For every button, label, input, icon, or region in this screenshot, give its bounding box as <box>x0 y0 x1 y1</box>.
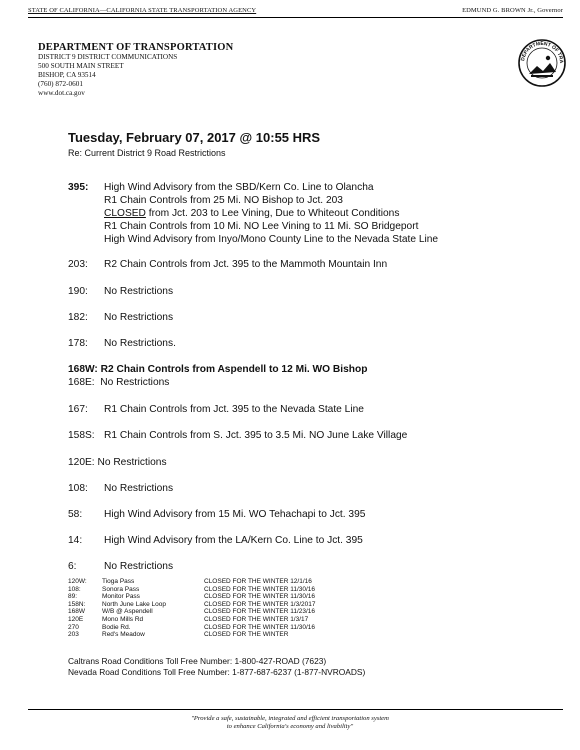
table-row <box>68 631 508 639</box>
website-url: www.dot.ca.gov <box>38 89 85 97</box>
footer-divider <box>28 709 563 710</box>
closure-route: 203 <box>68 631 79 639</box>
state-header-bar <box>28 6 563 18</box>
toll-free-numbers <box>68 656 365 678</box>
route-395-line-3-text: from Jct. 203 to Lee Vining, Due to Whiteout Conditions <box>145 208 400 219</box>
closure-status: CLOSED FOR THE WINTER 1/3/17 <box>204 615 309 623</box>
route-text: No Restrictions <box>104 286 174 297</box>
phone-number: (760) 872-0601 <box>38 80 83 88</box>
route-395-line-1: High Wind Advisory from the SBD/Kern Co. Line to Olancha <box>104 182 374 193</box>
winter-closures-table <box>68 578 508 639</box>
route-text: No Restrictions. <box>104 338 176 349</box>
table-row <box>68 624 508 632</box>
route-number: 167: <box>68 404 88 415</box>
table-row <box>68 608 508 616</box>
closure-status: CLOSED FOR THE WINTER 12/1/16 <box>204 578 312 585</box>
route-number: 168W: <box>68 364 98 375</box>
route-text: No Restrictions <box>97 457 167 468</box>
route-120e <box>68 456 167 469</box>
closure-route: 89: <box>68 593 78 601</box>
closure-name: Bodie Rd. <box>102 623 131 631</box>
route-395-line-4: R1 Chain Controls from 10 Mi. NO Lee Vining to 11 Mi. SO Bridgeport <box>104 221 419 232</box>
route-number: 58: <box>68 509 83 520</box>
route-number: 14: <box>68 535 83 546</box>
route-number: 158S: <box>68 430 95 441</box>
route-number: 168E: <box>68 377 95 388</box>
caltrans-toll-free: Caltrans Road Conditions Toll Free Number: 1-800-427-ROAD (7623) <box>68 656 327 666</box>
closure-status: CLOSED FOR THE WINTER 1/3/2017 <box>204 600 316 608</box>
closure-status: CLOSED FOR THE WINTER <box>204 631 289 639</box>
department-name: DEPARTMENT OF TRANSPORTATION <box>38 42 234 53</box>
closure-route: 168W <box>68 608 85 616</box>
closure-route: 270 <box>68 623 79 631</box>
closure-status: CLOSED FOR THE WINTER 11/23/16 <box>204 608 316 616</box>
footer-motto <box>0 715 580 731</box>
table-row <box>68 616 508 624</box>
route-number: 120E: <box>68 457 95 468</box>
route-text: No Restrictions <box>104 561 174 572</box>
footer-line-1: "Provide a safe, sustainable, integrated and efficient transportation system <box>191 715 389 722</box>
closure-name: Mono Mills Rd <box>102 615 144 623</box>
closure-route: 120E <box>68 615 84 623</box>
state-agency-label: STATE OF CALIFORNIA—CALIFORNIA STATE TRANSPORTATION AGENCY <box>28 7 257 14</box>
route-number: 395: <box>68 182 89 193</box>
report-title: Tuesday, February 07, 2017 @ 10:55 HRS <box>68 130 321 145</box>
table-row <box>68 586 508 594</box>
closure-status: CLOSED FOR THE WINTER 11/30/16 <box>204 585 316 593</box>
closure-name: W/B @ Aspendell <box>102 608 153 616</box>
city-address: BISHOP, CA 93514 <box>38 71 96 79</box>
table-row <box>68 578 508 586</box>
route-395-line-5: High Wind Advisory from Inyo/Mono County Line to the Nevada State Line <box>104 234 439 245</box>
closure-name: North June Lake Loop <box>102 600 166 608</box>
route-395-line-3 <box>104 207 574 220</box>
route-text: R2 Chain Controls from Jct. 395 to the Mammoth Mountain Inn <box>104 259 388 270</box>
route-text: R2 Chain Controls from Aspendell to 12 Mi. WO Bishop <box>100 364 368 375</box>
table-row <box>68 593 508 601</box>
route-number: 6: <box>68 561 77 572</box>
route-text: No Restrictions <box>104 312 174 323</box>
route-text: No Restrictions <box>100 377 170 388</box>
closure-route: 158N: <box>68 600 86 608</box>
route-text: R1 Chain Controls from Jct. 395 to the Nevada State Line <box>104 404 364 415</box>
closure-name: Tioga Pass <box>102 578 135 585</box>
route-395-line-2: R1 Chain Controls from 25 Mi. NO Bishop to Jct. 203 <box>104 195 343 206</box>
nevada-toll-free: Nevada Road Conditions Toll Free Number: 1-877-687-6237 (1-877-NVROADS) <box>68 667 366 677</box>
route-168e <box>68 376 169 389</box>
route-168w <box>68 363 367 376</box>
district-name: DISTRICT 9 DISTRICT COMMUNICATIONS <box>38 53 178 61</box>
street-address: 500 SOUTH MAIN STREET <box>38 62 124 70</box>
route-text: R1 Chain Controls from S. Jct. 395 to 3.5 Mi. NO June Lake Village <box>104 430 408 441</box>
table-row <box>68 601 508 609</box>
governor-label: EDMUND G. BROWN Jr., Governor <box>462 7 563 14</box>
seal-text: DEPARTMENT OF TRA <box>520 40 565 64</box>
route-text: High Wind Advisory from 15 Mi. WO Tehachapi to Jct. 395 <box>104 509 366 520</box>
closure-route: 120W: <box>68 578 87 585</box>
caltrans-seal-icon <box>517 38 567 88</box>
report-subtitle: Re: Current District 9 Road Restrictions <box>68 148 226 158</box>
route-number: 178: <box>68 338 88 349</box>
route-number: 182: <box>68 312 88 323</box>
closure-status: CLOSED FOR THE WINTER 11/30/16 <box>204 593 316 601</box>
closure-name: Sonora Pass <box>102 585 140 593</box>
route-number: 190: <box>68 286 88 297</box>
closure-name: Monitor Pass <box>102 593 140 601</box>
letterhead <box>38 42 233 98</box>
closed-label: CLOSED <box>104 208 146 219</box>
route-text: High Wind Advisory from the LA/Kern Co. Line to Jct. 395 <box>104 535 363 546</box>
closure-name: Red's Meadow <box>102 631 145 639</box>
closure-status: CLOSED FOR THE WINTER 11/30/16 <box>204 623 316 631</box>
closure-route: 108: <box>68 585 81 593</box>
footer-line-2: to enhance California's economy and livability" <box>226 723 354 730</box>
route-text: No Restrictions <box>104 483 174 494</box>
route-number: 203: <box>68 259 88 270</box>
route-number: 108: <box>68 483 88 494</box>
